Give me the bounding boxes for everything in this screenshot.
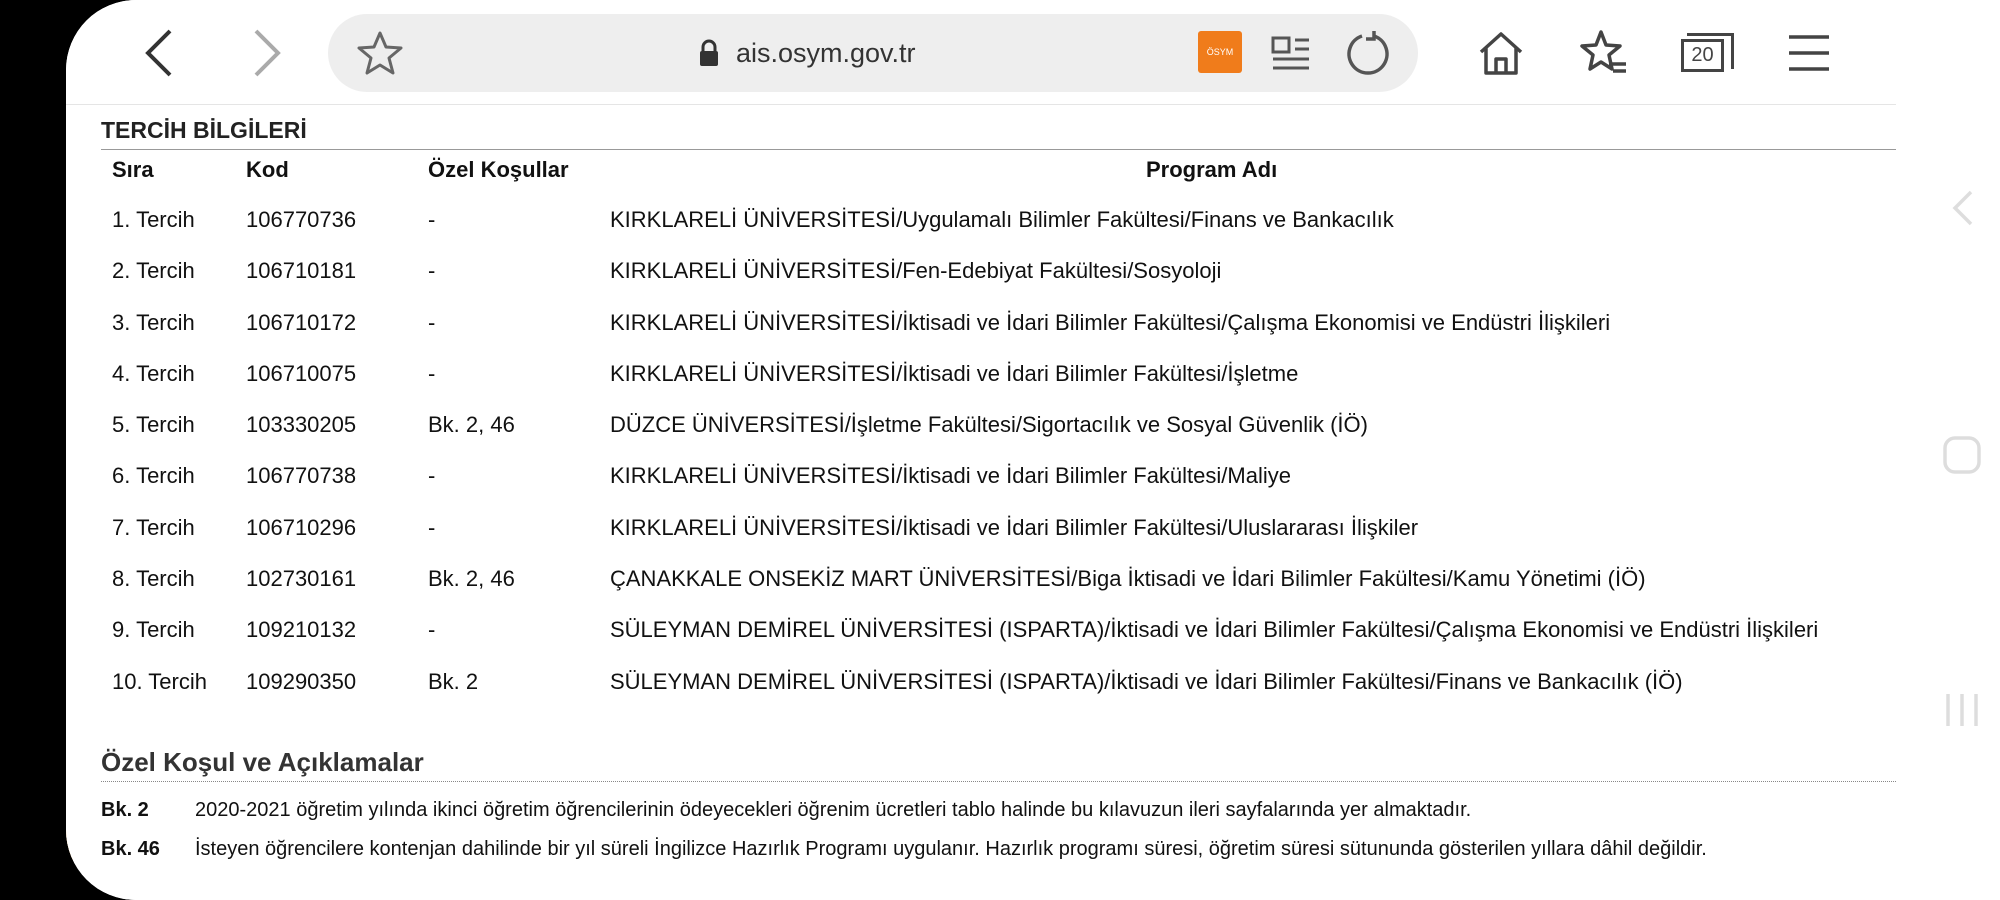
note-key: Bk. 2 bbox=[101, 799, 149, 821]
note-item bbox=[101, 795, 1861, 825]
reload-button[interactable] bbox=[1338, 24, 1398, 84]
row-sira: 4. Tercih bbox=[112, 361, 195, 386]
row-kosul: - bbox=[428, 207, 436, 232]
forward-button[interactable] bbox=[226, 22, 306, 84]
table-row bbox=[66, 669, 1896, 719]
row-program: SÜLEYMAN DEMİREL ÜNİVERSİTESİ (ISPARTA)/İktisadi ve İdari Bilimler Fakültesi/Finans ve Bankacılık (İÖ) bbox=[610, 669, 1683, 694]
row-program: KIRKLARELİ ÜNİVERSİTESİ/İktisadi ve İdari Bilimler Fakültesi/Uluslararası İlişkiler bbox=[610, 515, 1419, 540]
address-bar[interactable] bbox=[328, 14, 1418, 92]
table-row bbox=[66, 515, 1896, 565]
system-back-button[interactable] bbox=[1932, 178, 1992, 238]
table-row bbox=[66, 412, 1896, 462]
row-kod: 106710075 bbox=[246, 361, 357, 386]
row-program: ÇANAKKALE ONSEKİZ MART ÜNİVERSİTESİ/Biga İktisadi ve İdari Bilimler Fakültesi/Kamu Yönetimi (İÖ) bbox=[610, 566, 1646, 591]
row-sira: 8. Tercih bbox=[112, 566, 195, 591]
row-program: KIRKLARELİ ÜNİVERSİTESİ/İktisadi ve İdari Bilimler Fakültesi/Çalışma Ekonomisi ve Endüstri İlişkileri bbox=[610, 310, 1611, 335]
row-sira: 9. Tercih bbox=[112, 617, 195, 642]
column-header-kod: Kod bbox=[246, 157, 289, 182]
url-display[interactable] bbox=[698, 14, 916, 92]
table-row bbox=[66, 258, 1896, 308]
row-sira: 6. Tercih bbox=[112, 463, 195, 488]
back-button[interactable] bbox=[120, 22, 200, 84]
home-icon bbox=[1476, 28, 1526, 78]
row-program: KIRKLARELİ ÜNİVERSİTESİ/İktisadi ve İdari Bilimler Fakültesi/İşletme bbox=[610, 361, 1299, 386]
lock-icon bbox=[698, 39, 720, 67]
note-key: Bk. 46 bbox=[101, 838, 160, 860]
row-kosul: - bbox=[428, 258, 436, 283]
row-sira: 3. Tercih bbox=[112, 310, 195, 335]
row-kosul: - bbox=[428, 515, 436, 540]
row-kod: 103330205 bbox=[246, 412, 357, 437]
row-kosul: Bk. 2 bbox=[428, 669, 479, 694]
row-sira: 5. Tercih bbox=[112, 412, 195, 437]
chevron-left-icon bbox=[140, 27, 180, 79]
chevron-left-icon bbox=[1947, 188, 1977, 228]
row-program: DÜZCE ÜNİVERSİTESİ/İşletme Fakültesi/Sigortacılık ve Sosyal Güvenlik (İÖ) bbox=[610, 412, 1368, 437]
add-bookmark-button[interactable] bbox=[350, 24, 410, 82]
chevron-right-icon bbox=[246, 27, 286, 79]
row-kosul: - bbox=[428, 310, 436, 335]
column-header-kosul: Özel Koşullar bbox=[428, 157, 569, 182]
menu-icon bbox=[1787, 33, 1831, 73]
row-sira: 7. Tercih bbox=[112, 515, 195, 540]
column-header-program: Program Adı bbox=[1146, 157, 1278, 182]
row-sira: 1. Tercih bbox=[112, 207, 195, 232]
row-kod: 106710296 bbox=[246, 515, 357, 540]
home-square-icon bbox=[1942, 435, 1982, 475]
row-kod: 106770738 bbox=[246, 463, 357, 488]
row-kod: 106710181 bbox=[246, 258, 357, 283]
reader-mode-button[interactable] bbox=[1263, 26, 1319, 82]
note-text: 2020-2021 öğretim yılında ikinci öğretim öğrencilerinin ödeyecekleri öğrenim ücretleri tablo halinde bu kılavuzun ileri sayfalarında yer almaktadır. bbox=[195, 799, 1472, 821]
recents-icon bbox=[1942, 690, 1982, 730]
row-kosul: - bbox=[428, 617, 436, 642]
reload-icon bbox=[1344, 30, 1392, 78]
browser-toolbar bbox=[66, 0, 2000, 104]
bookmarks-icon bbox=[1579, 28, 1629, 78]
star-icon bbox=[356, 30, 404, 76]
home-button[interactable] bbox=[1466, 20, 1536, 86]
menu-button[interactable] bbox=[1774, 20, 1844, 86]
site-badge-icon[interactable]: ÖSYM bbox=[1198, 31, 1242, 73]
row-kosul: Bk. 2, 46 bbox=[428, 566, 515, 591]
reader-mode-icon bbox=[1269, 32, 1313, 76]
url-text: ais.osym.gov.tr bbox=[736, 37, 916, 68]
table-row bbox=[66, 617, 1896, 667]
table-row bbox=[66, 463, 1896, 513]
row-kosul: - bbox=[428, 361, 436, 386]
table-header bbox=[66, 157, 1896, 193]
row-kosul: Bk. 2, 46 bbox=[428, 412, 515, 437]
row-sira: 10. Tercih bbox=[112, 669, 207, 694]
table-row bbox=[66, 361, 1896, 411]
table-row bbox=[66, 566, 1896, 616]
row-kosul: - bbox=[428, 463, 436, 488]
tabs-icon bbox=[1681, 33, 1731, 73]
tab-count: 20 bbox=[1681, 39, 1724, 72]
row-kod: 106770736 bbox=[246, 207, 357, 232]
table-row bbox=[66, 310, 1896, 360]
row-program: SÜLEYMAN DEMİREL ÜNİVERSİTESİ (ISPARTA)/İktisadi ve İdari Bilimler Fakültesi/Çalışma Ekonomisi ve Endüstri İlişkileri bbox=[610, 617, 1819, 642]
page-content bbox=[66, 104, 1896, 900]
bookmarks-button[interactable] bbox=[1568, 20, 1640, 86]
row-program: KIRKLARELİ ÜNİVERSİTESİ/Uygulamalı Bilimler Fakültesi/Finans ve Bankacılık bbox=[610, 207, 1394, 232]
row-program: KIRKLARELİ ÜNİVERSİTESİ/İktisadi ve İdari Bilimler Fakültesi/Maliye bbox=[610, 463, 1291, 488]
column-header-sira: Sıra bbox=[112, 157, 154, 182]
row-kod: 109210132 bbox=[246, 617, 357, 642]
row-program: KIRKLARELİ ÜNİVERSİTESİ/Fen-Edebiyat Fakültesi/Sosyoloji bbox=[610, 258, 1222, 283]
row-kod: 106710172 bbox=[246, 310, 357, 335]
notes-title: Özel Koşul ve Açıklamalar bbox=[101, 747, 1896, 782]
browser-window bbox=[66, 0, 2000, 900]
row-sira: 2. Tercih bbox=[112, 258, 195, 283]
system-recents-button[interactable] bbox=[1932, 680, 1992, 740]
note-item bbox=[101, 834, 1861, 896]
tabs-button[interactable] bbox=[1670, 20, 1742, 86]
row-kod: 109290350 bbox=[246, 669, 357, 694]
section-title: TERCİH BİLGİLERİ bbox=[101, 117, 1896, 150]
note-text: İsteyen öğrencilere kontenjan dahilinde bir yıl süreli İngilizce Hazırlık Programı uygulanır. Hazırlık programı süresi, öğretim süresi sütununda gösterilen yıllara dâhil değildir. bbox=[195, 838, 1707, 860]
row-kod: 102730161 bbox=[246, 566, 357, 591]
table-row bbox=[66, 207, 1896, 257]
system-home-button[interactable] bbox=[1932, 425, 1992, 485]
